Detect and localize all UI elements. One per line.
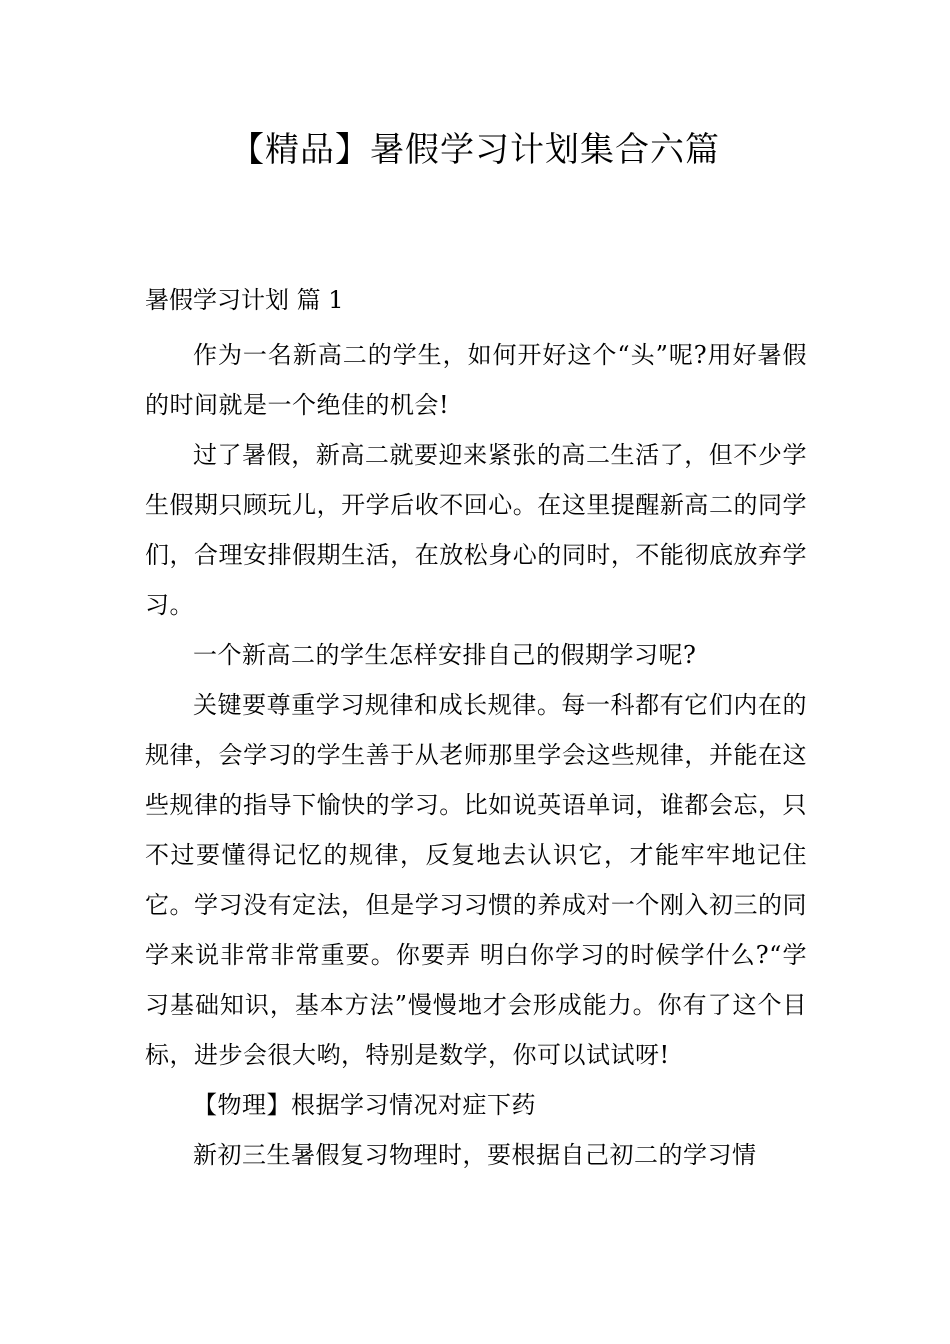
paragraph-3: 一个新高二的学生怎样安排自己的假期学习呢? [193, 641, 697, 669]
paragraph-5: 【物理】根据学习情况对症下药 [193, 1091, 536, 1119]
paragraph-6: 新初三生暑假复习物理时，要根据自己初二的学习情 [193, 1141, 757, 1169]
section-heading: 暑假学习计划 篇 1 [145, 286, 344, 314]
document-title: 【精品】暑假学习计划集合六篇 [230, 130, 720, 170]
paragraph-4: 关键要尊重学习规律和成长规律。每一科都有它们内在的规律，会学习的学生善于从老师那里学会这些规律，并能在这些规律的指导下愉快的学习。比如说英语单词，谁都会忘，只不过要懂得记忆的规律，反复地去认识它，才能牢牢地记住它。学习没有定法，但是学习习惯的养成对一个刚入初三的同学来说非常非常重要。你要弄 明白你学习的时候学什么?“学习基础知识，基本方法”慢慢地才会形成能力。你有了这个目标，进步会很大哟，特别是数学，你可以试试呀! [145, 691, 807, 1069]
paragraph-2: 过了暑假，新高二就要迎来紧张的高二生活了，但不少学生假期只顾玩儿，开学后收不回心。在这里提醒新高二的同学们，合理安排假期生活，在放松身心的同时，不能彻底放弃学习。 [145, 441, 807, 619]
paragraph-1: 作为一名新高二的学生，如何开好这个“头”呢?用好暑假的时间就是一个绝佳的机会! [145, 341, 807, 419]
document-body [145, 330, 807, 1180]
